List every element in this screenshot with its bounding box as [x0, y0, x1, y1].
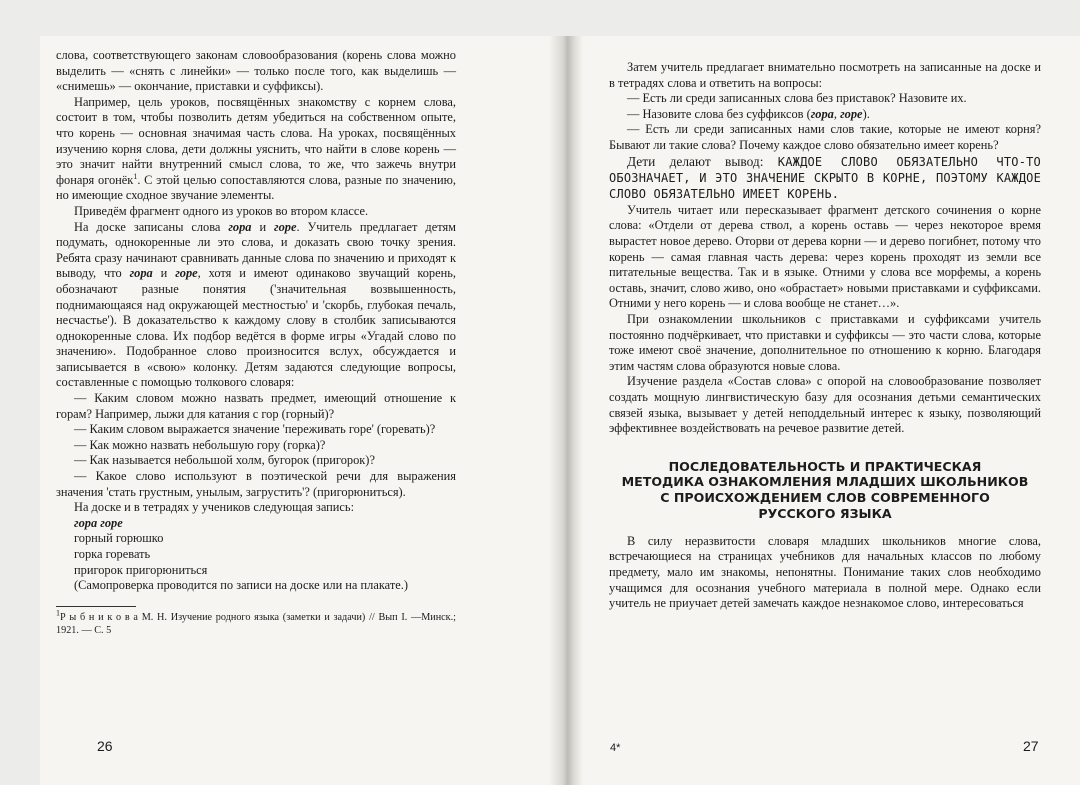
word-gora: гора: [228, 219, 252, 234]
board-line: горный горюшко: [74, 531, 164, 546]
conclusion-caps: КАЖДОЕ СЛОВО ОБЯЗАТЕЛЬНО ЧТО-ТО ОБОЗНАЧАЕТ, И ЭТО ЗНАЧЕНИЕ СКРЫТО В КОРНЕ, ПОЭТОМУ КАЖДОЕ СЛОВО ОБЯЗАТЕЛЬНО ИМЕЕТ КОРЕНЬ.: [609, 154, 1041, 202]
book-gutter: [549, 36, 583, 785]
paragraph: [56, 220, 456, 392]
question: — Есть ли среди записанных слова без приставок? Назовите их.: [627, 91, 967, 106]
paragraph: В силу неразвитости словаря младших школьников многие слова, встречающиеся на страницах учебников для начальных классов по любому предмету, мало им знакомы, непонятны. Понимание таких слов необходимо учащимся для осознания учебного материала в полной мере. Однако если учитель не приучает детей замечать каждое незнакомое слово, интересоваться: [609, 533, 1041, 611]
board-line: горка горевать: [74, 547, 151, 561]
conclusion: [609, 154, 1041, 203]
question: — Каким словом выражается значение 'переживать горе' (горевать)?: [74, 422, 436, 437]
board-record: [56, 516, 456, 594]
paragraph: Например, цель уроков, посвящённых знакомству с корнем слова, состоит в том, чтобы позволить детям убедиться на собственном опыте, что корень — основная значимая часть слова. На уроках, посвящённых изучению корня слова, дети должны уяснить, что найти в слове корень — это значит найти внутренний смысл слова, то же, что зажечь внутри фонаря огонёк$^1$. С этой целью сопоставляются слова, разные по значению, но имеющие сходное звучание элементы.: [56, 94, 456, 203]
board-line: пригорок пригорюниться: [74, 562, 208, 577]
page-number-left: 26: [97, 738, 113, 754]
heading-line: РУССКОГО ЯЗЫКА: [758, 506, 892, 522]
paragraph-text: Например, цель уроков, посвящённых знакомству с корнем слова, состоит в том, чтобы позволить детям убедиться на собственном опыте, что корень — основная значимая часть слова. На уроках, посвящённых изучению корня слова, дети должны уяснить, что найти в слове корень — это значит найти внутренний смысл слова, то же, что зажечь внутри фонаря огонёк: [56, 94, 456, 187]
paragraph: Изучение раздела «Состав слова» с опорой на словообразование позволяет создать мощную лингвистическую базу для осознания детьми семантических связей языка, вызывает у детей неподдельный интерес к языку, позволяющий эффективнее воздействовать на речевое развитие детей.: [609, 374, 1041, 436]
question: — Какое слово используют в поэтической речи для выражения значения 'стать грустным, унылым, загрустить'? (пригорюниться).: [56, 469, 456, 499]
paragraph: Затем учитель предлагает внимательно посмотреть на записанные на доске и в тетрадях слова и ответить на вопросы:: [609, 60, 1041, 90]
section-heading: [609, 459, 1041, 522]
heading-line: С ПРОИСХОЖДЕНИЕМ СЛОВ СОВРЕМЕННОГО: [660, 490, 990, 506]
left-page: [56, 48, 456, 637]
question-text: — Назовите слова без суффиксов (: [627, 106, 811, 121]
word-gora: гора: [129, 266, 153, 281]
paragraph-text: и: [160, 266, 168, 281]
question: — Каким словом можно назвать предмет, имеющий отношение к горам? Например, лыжи для катания с гор (горный)?: [56, 391, 456, 421]
footnote-text: Изучение родного языка (заметки и задачи) // Вып I. —Минск.; 1921. — С. 5: [56, 611, 457, 636]
footnote-mark: 1: [56, 608, 60, 618]
paragraph-text: На доске записаны слова: [74, 219, 221, 234]
footnote-divider: [56, 606, 136, 607]
signature-mark: 4*: [610, 742, 621, 754]
footnote-author: Р ы б н и к о в а М. Н.: [60, 611, 167, 623]
paragraph: слова, соответствующего законам словообразования (корень слова можно выделить — «снять с линейки» — только после того, как выделишь — «снимешь» — окончание, приставки и суффиксы).: [56, 48, 456, 94]
question: — Как можно назвать небольшую гору (горка)?: [74, 437, 326, 452]
page-number-right: 27: [1023, 738, 1039, 754]
paragraph: Приведём фрагмент одного из уроков во втором классе.: [74, 203, 369, 218]
question: — Как называется небольшой холм, бугорок (пригорок)?: [74, 453, 375, 468]
question: — Назовите слова без суффиксов (гора, горе).: [627, 106, 870, 121]
heading-line: ПОСЛЕДОВАТЕЛЬНОСТЬ И ПРАКТИЧЕСКАЯ: [668, 458, 982, 474]
question-text: ).: [862, 106, 870, 121]
board-header: гора горе: [74, 515, 123, 530]
conclusion-lead: Дети делают вывод:: [627, 153, 764, 169]
word-gora: гора: [810, 106, 834, 121]
word-gore: горе: [274, 219, 297, 234]
paragraph-text: С этой целью сопоставляются слова, разные по значению, но имеющие сходное звучание элементы.: [56, 172, 456, 203]
word-gore: горе: [175, 266, 198, 281]
paragraph-text: и: [259, 219, 267, 234]
right-page: [609, 60, 1041, 612]
word-gore: горе: [840, 106, 863, 121]
paragraph: На доске и в тетрадях у учеников следующая запись:: [74, 500, 355, 515]
heading-line: МЕТОДИКА ОЗНАКОМЛЕНИЯ МЛАДШИХ ШКОЛЬНИКОВ: [621, 474, 1029, 490]
paragraph-text: , хотя и имеют одинаково звучащий корень, обозначают разные понятия ('значительная возвышенность, поднимающаяся над окружающей местностью' и 'скорбь, глубокая печаль, несчастье'). В доказательство к каждому слову в столбик записываются однокоренные слова. Их подбор ведётся в форме игры «Угадай слово по значению». Подобранное слово произносится вслух, обсуждается и записывается в «свою» колонку. Детям задаются следующие вопросы, составленные с помощью толкового словаря:: [56, 266, 456, 390]
footnote-mark: 1: [133, 171, 138, 181]
paragraph: Учитель читает или пересказывает фрагмент детского сочинения о корне слова: «Отдели от дерева ствол, а корень оставь — через некоторое время вырастет новое дерево. Оторви от дерева корни — и дерево погибнет, потому что корень — самая главная часть дерева: через корень проходят из земли все питательные вещества. Так и в языке. Отними у слова все морфемы, а корень оставь, значит, слово живо, оно «обрастает» новыми приставками и суффиксами. Отними у него корень — и слова вообще не станет…».: [609, 202, 1041, 311]
board-line: (Самопроверка проводится по записи на доске или на плакате.): [74, 578, 408, 593]
paragraph: При ознакомлении школьников с приставками и суффиксами учитель постоянно подчёркивает, что приставки и суффиксы — это части слова, которые тоже имеют своё значение, дополнительное по отношению к корню. Благодаря этим частям слова образуются новые слова.: [609, 311, 1041, 373]
footnote: [56, 608, 457, 637]
question: — Есть ли среди записанных нами слов такие, которые не имеют корня? Бывают ли такие слова? Почему каждое слово обязательно имеет корень?: [609, 122, 1041, 152]
paragraph-text: . Учитель предлагает детям подумать, однокоренные ли это слова, и доказать свою точку зрения. Ребята сразу начинают сравнивать данные слова по значению и приходят к выводу, что: [56, 219, 456, 281]
